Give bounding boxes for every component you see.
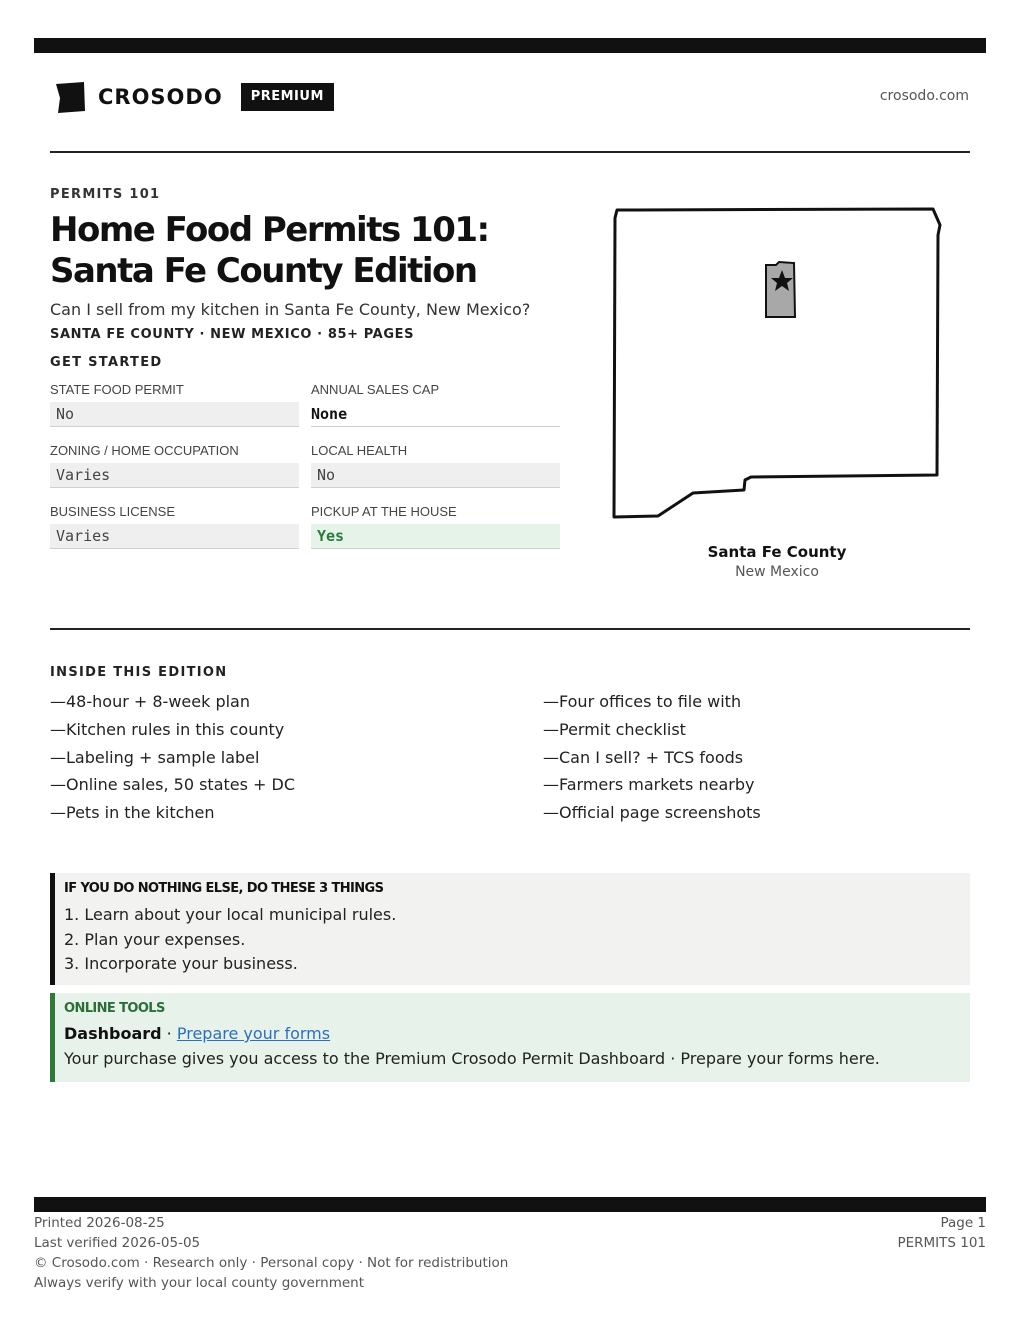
list-item: —Farmers markets nearby xyxy=(543,775,755,795)
fact-value: No xyxy=(50,402,299,427)
fact-state-food-permit xyxy=(50,382,299,443)
fact-zoning-home-occupation xyxy=(50,443,299,504)
fact-business-license xyxy=(50,504,299,565)
fact-label: ANNUAL SALES CAP xyxy=(311,382,440,397)
fact-pickup-at-house xyxy=(311,504,560,565)
list-item: 2. Plan your expenses. xyxy=(64,929,246,949)
map-county-name: Santa Fe County xyxy=(707,543,847,561)
fact-label: LOCAL HEALTH xyxy=(311,443,408,458)
inside-list-left xyxy=(50,692,295,831)
list-item: —Online sales, 50 states + DC xyxy=(50,775,296,795)
inside-edition-heading: INSIDE THIS EDITION xyxy=(50,665,228,680)
tools-description: Your purchase gives you access to the Premium Crosodo Permit Dashboard · Prepare your forms here. xyxy=(64,1049,880,1068)
fact-value: No xyxy=(311,463,560,488)
fact-value: None xyxy=(311,402,560,427)
header-divider xyxy=(50,151,970,153)
premium-badge: PREMIUM xyxy=(241,83,334,111)
fact-label: PICKUP AT THE HOUSE xyxy=(311,504,457,519)
fact-value: Varies xyxy=(50,463,299,488)
inside-list-right xyxy=(543,692,761,831)
santa-fe-county-shape xyxy=(766,262,795,317)
online-tools-callout xyxy=(50,993,970,1082)
copyright: © Crosodo.com · Research only · Personal copy · Not for redistribution xyxy=(34,1255,509,1271)
get-started-heading: GET STARTED xyxy=(50,355,163,370)
page-number: Page 1 xyxy=(940,1215,986,1231)
map-caption xyxy=(677,543,877,580)
crosodo-logo-icon xyxy=(54,80,88,114)
three-things-callout xyxy=(50,873,970,985)
prepare-forms-link[interactable]: Prepare your forms xyxy=(176,1024,331,1043)
fact-label: BUSINESS LICENSE xyxy=(50,504,175,519)
top-rule-bar xyxy=(34,38,986,53)
state-map xyxy=(611,207,946,522)
footer-section: PERMITS 101 xyxy=(897,1235,986,1251)
disclaimer: Always verify with your local county government xyxy=(34,1275,364,1291)
edition-meta: SANTA FE COUNTY · NEW MEXICO · 85+ PAGES xyxy=(50,327,415,342)
site-url[interactable]: crosodo.com xyxy=(879,88,969,104)
footer-right xyxy=(897,1213,986,1253)
facts-grid xyxy=(50,382,559,565)
brand-name: CROSODO xyxy=(98,85,223,109)
list-item: —Labeling + sample label xyxy=(50,747,260,767)
list-item: 1. Learn about your local municipal rules. xyxy=(64,905,397,924)
dashboard-label: Dashboard xyxy=(64,1024,162,1043)
page-title: Home Food Permits 101: Santa Fe County Edition xyxy=(50,210,489,291)
list-item: —Four offices to file with xyxy=(543,692,742,711)
section-divider xyxy=(50,628,970,630)
bottom-rule-bar xyxy=(34,1197,986,1212)
list-item: 3. Incorporate your business. xyxy=(64,954,298,973)
list-item: —Pets in the kitchen xyxy=(50,803,215,823)
fact-annual-sales-cap xyxy=(311,382,560,443)
dashboard-line xyxy=(64,1024,970,1043)
separator: · xyxy=(161,1024,177,1043)
fact-local-health xyxy=(311,443,560,504)
fact-value: Yes xyxy=(311,524,560,549)
page-subtitle: Can I sell from my kitchen in Santa Fe County, New Mexico? xyxy=(50,300,531,319)
online-tools-heading: ONLINE TOOLS xyxy=(64,1001,165,1016)
new-mexico-outline-icon xyxy=(611,207,946,522)
fact-label: STATE FOOD PERMIT xyxy=(50,382,184,397)
three-things-list xyxy=(64,903,970,977)
footer-left xyxy=(34,1213,508,1293)
verified-date: Last verified 2026-05-05 xyxy=(34,1235,201,1251)
list-item: —48-hour + 8-week plan xyxy=(50,692,250,711)
fact-label: ZONING / HOME OCCUPATION xyxy=(50,443,239,458)
printed-date: Printed 2026-08-25 xyxy=(34,1215,165,1231)
fact-value: Varies xyxy=(50,524,299,549)
list-item: —Kitchen rules in this county xyxy=(50,719,285,739)
list-item: —Official page screenshots xyxy=(543,803,761,823)
three-things-heading: IF YOU DO NOTHING ELSE, DO THESE 3 THINGS xyxy=(64,881,384,896)
list-item: —Can I sell? + TCS foods xyxy=(543,747,744,767)
map-state-name: New Mexico xyxy=(735,564,819,580)
brand[interactable] xyxy=(54,80,334,114)
section-eyebrow: PERMITS 101 xyxy=(50,187,161,202)
list-item: —Permit checklist xyxy=(543,719,686,739)
